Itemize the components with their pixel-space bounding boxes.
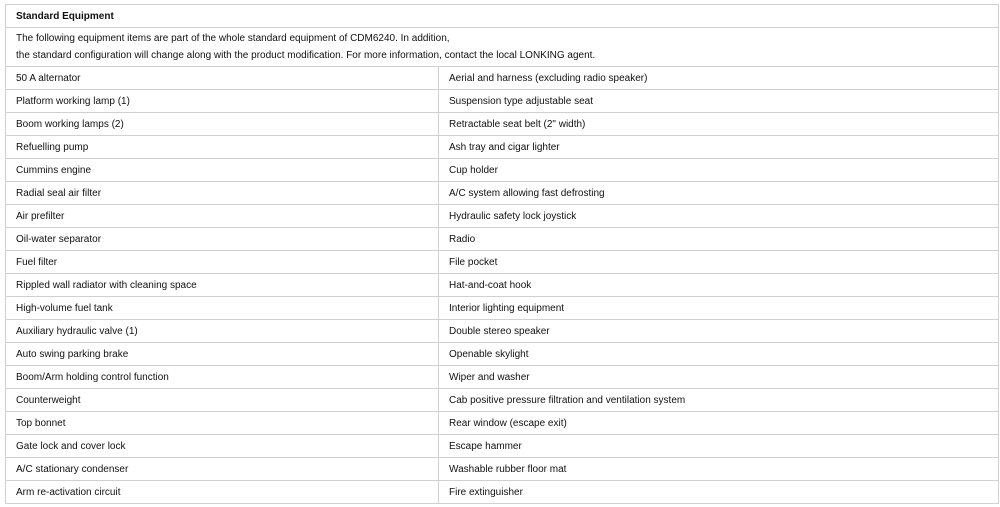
table-row — [6, 67, 999, 90]
equipment-item-left: Cummins engine — [6, 159, 439, 182]
equipment-item-left: Auxiliary hydraulic valve (1) — [6, 320, 439, 343]
equipment-item-right: Interior lighting equipment — [439, 297, 999, 320]
equipment-item-right: Aerial and harness (excluding radio speaker) — [439, 67, 999, 90]
table-row — [6, 343, 999, 366]
equipment-item-left: Fuel filter — [6, 251, 439, 274]
table-row — [6, 320, 999, 343]
equipment-item-right: Suspension type adjustable seat — [439, 90, 999, 113]
equipment-item-right: A/C system allowing fast defrosting — [439, 182, 999, 205]
intro-line-1: The following equipment items are part of the whole standard equipment of CDM6240. In addition, — [16, 33, 450, 44]
table-row — [6, 297, 999, 320]
equipment-item-left: Boom/Arm holding control function — [6, 366, 439, 389]
table-title-row — [6, 5, 999, 28]
equipment-item-left: High-volume fuel tank — [6, 297, 439, 320]
equipment-item-right: Escape hammer — [439, 435, 999, 458]
equipment-item-right: Rear window (escape exit) — [439, 412, 999, 435]
table-row — [6, 251, 999, 274]
table-row — [6, 389, 999, 412]
table-row — [6, 435, 999, 458]
equipment-item-right: Cup holder — [439, 159, 999, 182]
equipment-item-right: Double stereo speaker — [439, 320, 999, 343]
equipment-item-left: Counterweight — [6, 389, 439, 412]
intro-line-2: the standard configuration will change along with the product modification. For more information, contact the local LONKING agent. — [16, 50, 596, 61]
equipment-item-right: Cab positive pressure filtration and ventilation system — [439, 389, 999, 412]
section-intro — [6, 28, 999, 67]
standard-equipment-section — [5, 4, 998, 504]
equipment-item-left: Top bonnet — [6, 412, 439, 435]
table-row — [6, 366, 999, 389]
table-row — [6, 458, 999, 481]
equipment-item-left: Radial seal air filter — [6, 182, 439, 205]
equipment-item-right: Openable skylight — [439, 343, 999, 366]
equipment-item-right: Radio — [439, 228, 999, 251]
equipment-item-left: Gate lock and cover lock — [6, 435, 439, 458]
table-row — [6, 274, 999, 297]
equipment-item-right: Fire extinguisher — [439, 481, 999, 504]
equipment-item-left: Oil-water separator — [6, 228, 439, 251]
equipment-item-left: Boom working lamps (2) — [6, 113, 439, 136]
equipment-item-right: Washable rubber floor mat — [439, 458, 999, 481]
equipment-item-left: Platform working lamp (1) — [6, 90, 439, 113]
equipment-item-left: Arm re-activation circuit — [6, 481, 439, 504]
table-row — [6, 481, 999, 504]
equipment-item-left: Air prefilter — [6, 205, 439, 228]
table-row — [6, 182, 999, 205]
table-row — [6, 205, 999, 228]
table-row — [6, 159, 999, 182]
equipment-item-left: Rippled wall radiator with cleaning space — [6, 274, 439, 297]
table-row — [6, 90, 999, 113]
table-intro-row — [6, 28, 999, 67]
section-title: Standard Equipment — [6, 5, 999, 28]
standard-equipment-table — [5, 4, 999, 504]
equipment-item-left: A/C stationary condenser — [6, 458, 439, 481]
table-row — [6, 136, 999, 159]
equipment-item-right: Ash tray and cigar lighter — [439, 136, 999, 159]
equipment-item-left: 50 A alternator — [6, 67, 439, 90]
equipment-item-right: Wiper and washer — [439, 366, 999, 389]
table-row — [6, 412, 999, 435]
table-row — [6, 113, 999, 136]
equipment-item-right: Retractable seat belt (2" width) — [439, 113, 999, 136]
equipment-item-right: Hydraulic safety lock joystick — [439, 205, 999, 228]
equipment-item-left: Auto swing parking brake — [6, 343, 439, 366]
equipment-item-left: Refuelling pump — [6, 136, 439, 159]
equipment-item-right: File pocket — [439, 251, 999, 274]
equipment-item-right: Hat-and-coat hook — [439, 274, 999, 297]
table-row — [6, 228, 999, 251]
